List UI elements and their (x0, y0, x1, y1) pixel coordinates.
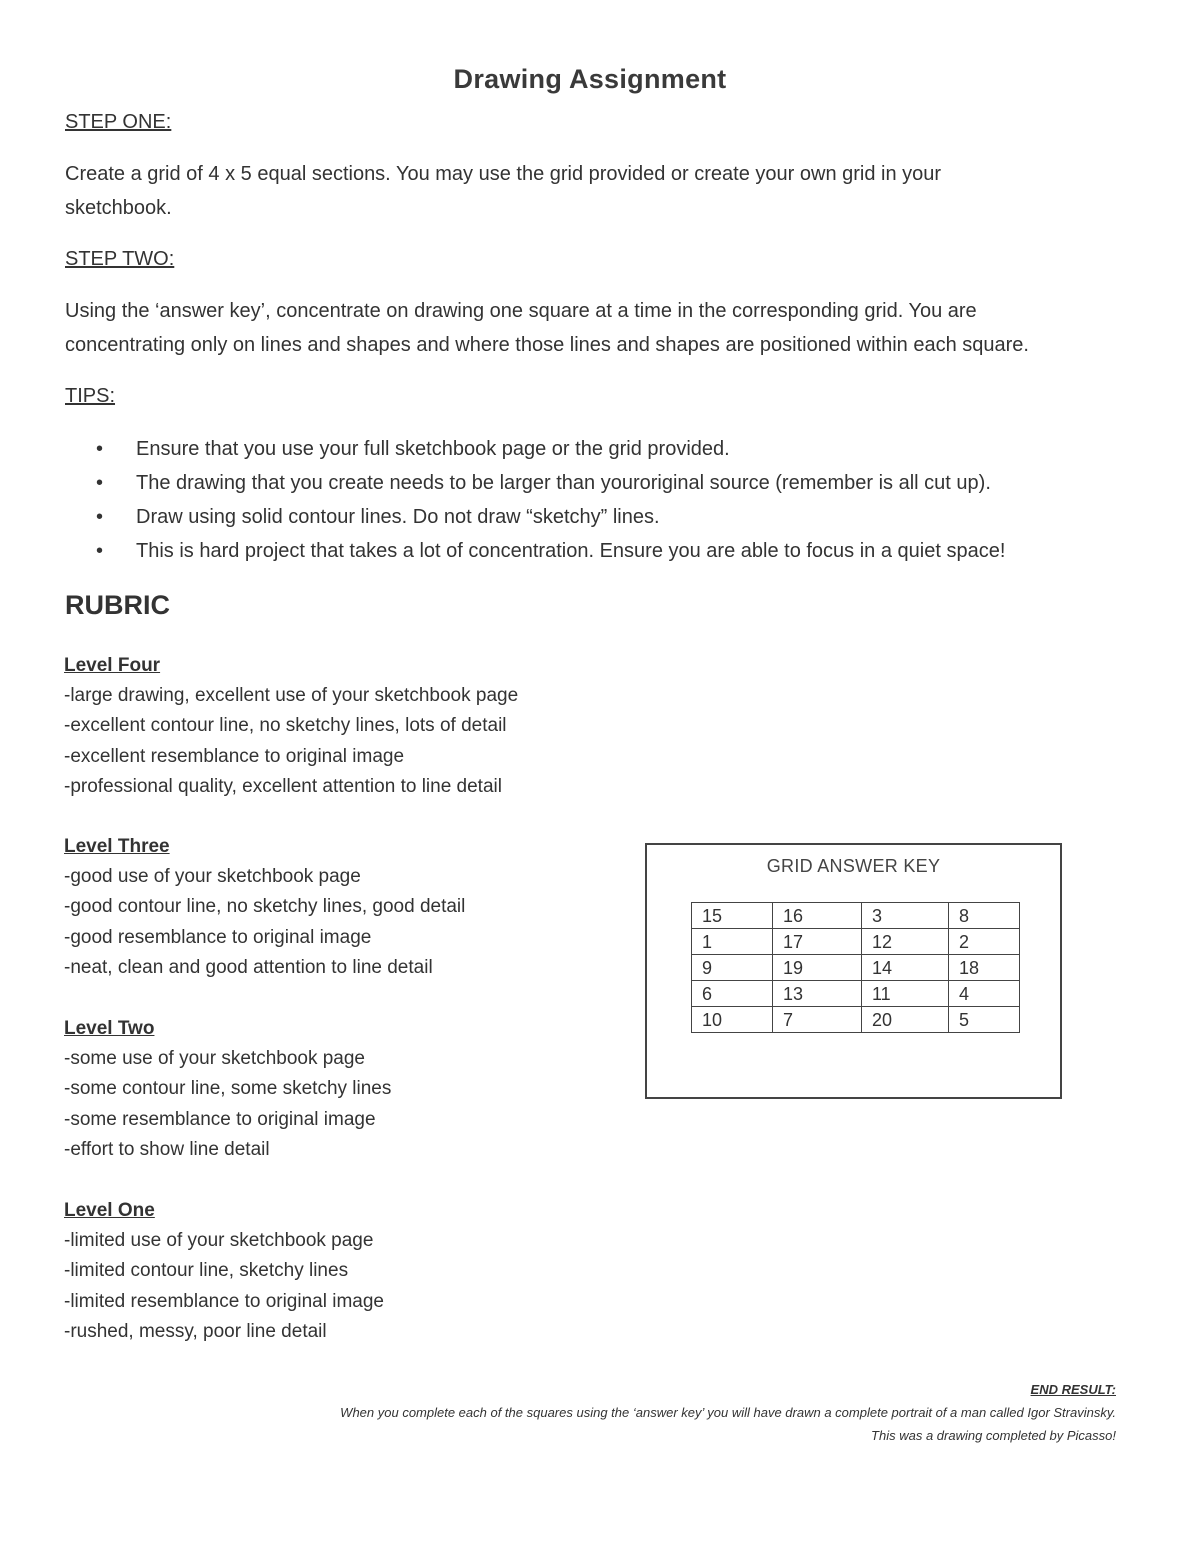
level-criterion: -limited contour line, sketchy lines (64, 1260, 349, 1282)
bullet-icon: • (96, 438, 104, 460)
level-criterion: -neat, clean and good attention to line detail (64, 956, 433, 978)
level-criterion: -good use of your sketchbook page (64, 866, 361, 887)
level-criterion: -large drawing, excellent use of your sketchbook page (64, 685, 519, 706)
level-criterion: -excellent resemblance to original image (64, 745, 405, 767)
page-title: Drawing Assignment (453, 64, 727, 94)
table-cell: 6 (692, 981, 773, 1007)
rubric-level-three (64, 832, 624, 983)
end-result (216, 1378, 1116, 1447)
table-row (692, 981, 1020, 1007)
table-cell: 19 (773, 955, 862, 981)
tips-list (96, 432, 1005, 568)
table-cell: 7 (773, 1007, 862, 1033)
bullet-icon: • (96, 472, 104, 494)
table-cell: 12 (862, 929, 949, 955)
step-one-line-2: sketchbook. (65, 197, 172, 219)
level-criterion: -excellent contour line, no sketchy lines, lots of detail (64, 715, 507, 737)
table-cell: 13 (773, 981, 862, 1007)
level-criterion: -some use of your sketchbook page (64, 1048, 366, 1069)
table-cell: 17 (773, 929, 862, 955)
table-row (692, 955, 1020, 981)
level-criterion: -limited resemblance to original image (64, 1290, 384, 1312)
level-name: Level Two (64, 1018, 155, 1039)
table-cell: 3 (862, 903, 949, 929)
table-cell: 18 (949, 955, 1020, 981)
step-two-line-1: Using the ‘answer key’, concentrate on drawing one square at a time in the corresponding grid. You are (65, 300, 977, 322)
rubric-level-two (64, 1014, 624, 1165)
rubric-level-one (64, 1196, 624, 1347)
tip-item: • The drawing that you create needs to be larger than youroriginal source (remember is all cut up). (96, 466, 1005, 500)
table-cell: 2 (949, 929, 1020, 955)
level-criterion: -limited use of your sketchbook page (64, 1230, 374, 1251)
level-criterion: -good resemblance to original image (64, 926, 372, 948)
table-cell: 14 (862, 955, 949, 981)
answer-key-table (691, 902, 1020, 1033)
level-criterion: -professional quality, excellent attention to line detail (64, 775, 502, 797)
end-result-line-2: This was a drawing completed by Picasso! (871, 1428, 1116, 1443)
table-row (692, 1007, 1020, 1033)
end-result-line-1: When you complete each of the squares using the ‘answer key’ you will have drawn a complete portrait of a man called Igor Stravinsky. (340, 1405, 1116, 1420)
level-name: Level Three (64, 836, 170, 857)
answer-key-title: GRID ANSWER KEY (766, 856, 941, 876)
table-cell: 9 (692, 955, 773, 981)
table-cell: 10 (692, 1007, 773, 1033)
level-criterion: -good contour line, no sketchy lines, good detail (64, 896, 466, 918)
step-one-text (65, 157, 1125, 225)
level-criterion: -some resemblance to original image (64, 1108, 376, 1130)
table-cell: 8 (949, 903, 1020, 929)
tip-item: • Ensure that you use your full sketchbook page or the grid provided. (96, 432, 1005, 466)
tips-heading: TIPS: (65, 385, 116, 407)
level-criterion: -rushed, messy, poor line detail (64, 1320, 327, 1342)
level-name: Level One (64, 1200, 155, 1221)
table-row (692, 903, 1020, 929)
table-cell: 1 (692, 929, 773, 955)
table-cell: 4 (949, 981, 1020, 1007)
tip-item: • Draw using solid contour lines. Do not draw “sketchy” lines. (96, 500, 1005, 534)
tip-item: • This is hard project that takes a lot of concentration. Ensure you are able to focus in a quiet space! (96, 534, 1005, 568)
table-cell: 16 (773, 903, 862, 929)
step-one-line-1: Create a grid of 4 x 5 equal sections. You may use the grid provided or create your own grid in your (65, 163, 942, 185)
level-criterion: -some contour line, some sketchy lines (64, 1078, 392, 1100)
step-one-heading: STEP ONE: (65, 111, 172, 133)
step-two-text (65, 294, 1125, 362)
level-name: Level Four (64, 655, 161, 676)
table-cell: 20 (862, 1007, 949, 1033)
table-row (692, 929, 1020, 955)
step-two-heading: STEP TWO: (65, 248, 175, 270)
level-criterion: -effort to show line detail (64, 1138, 270, 1160)
table-cell: 11 (862, 981, 949, 1007)
rubric-title: RUBRIC (65, 590, 170, 620)
bullet-icon: • (96, 506, 104, 528)
end-result-label: END RESULT: (1030, 1382, 1116, 1397)
grid-answer-key-box (645, 843, 1062, 1099)
step-two-line-2: concentrating only on lines and shapes and where those lines and shapes are positioned within each square. (65, 334, 1029, 356)
table-cell: 5 (949, 1007, 1020, 1033)
bullet-icon: • (96, 540, 104, 562)
rubric-level-four (64, 651, 624, 802)
table-cell: 15 (692, 903, 773, 929)
